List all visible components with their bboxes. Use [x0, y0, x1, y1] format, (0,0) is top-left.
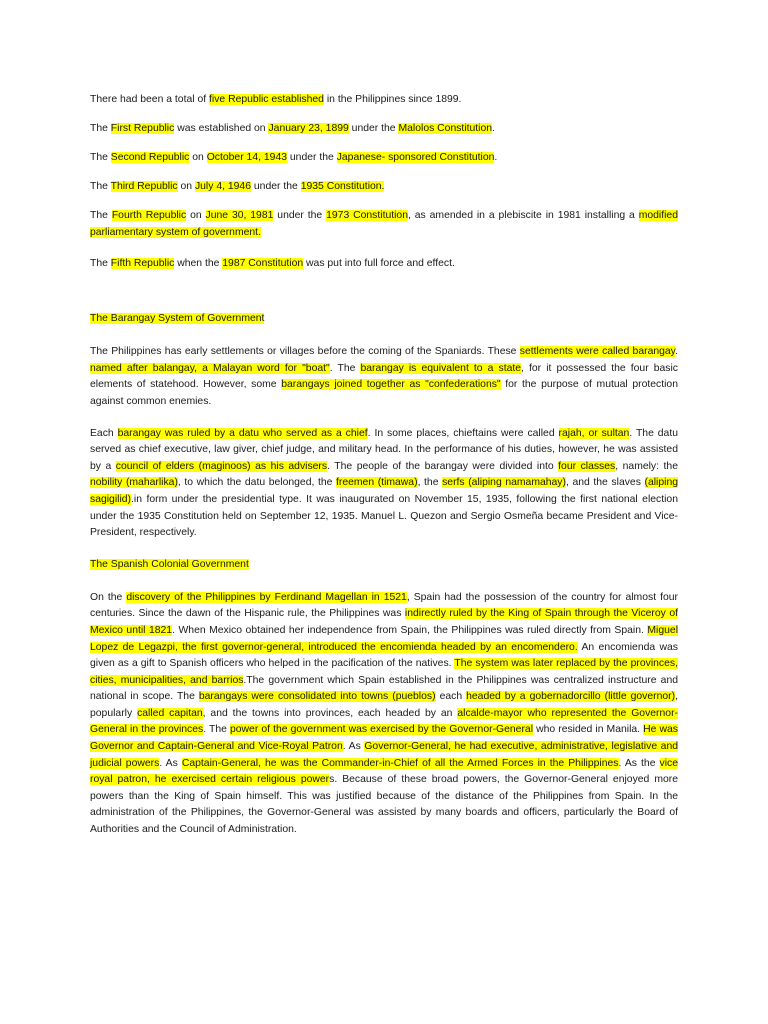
body-text: s. Because of these broad powers, the Governor-General enjoyed more powers than the King of Spain himself. This was justified because of the distance of the Philippines from Spain. In the administration of the Philippines, the Governor-General was assisted by many boards and officers, particularly the Board of Authorities and the Council of Administration. — [90, 774, 678, 836]
intro-line — [90, 208, 678, 241]
highlighted-text: five Republic established — [209, 94, 324, 105]
paragraph — [90, 426, 678, 542]
highlighted-text: power of the government was exercised by the Governor-General — [229, 724, 534, 736]
barangay-section-body — [90, 344, 678, 542]
highlighted-text: called capitan — [137, 707, 203, 719]
body-text: . The people of the barangay were divided into — [327, 460, 559, 472]
highlighted-text: alcalde-mayor who represented the Governor-General in the provinces — [90, 707, 678, 736]
body-text: There had been a total of — [90, 94, 210, 105]
highlighted-text: four classes — [558, 460, 616, 472]
body-text: for the purpose of mutual protection against common enemies. — [90, 379, 678, 407]
highlighted-text: 1987 Constitution — [222, 258, 304, 270]
highlighted-text: The system was later replaced by the provinces, cities, municipalities, and barrios — [90, 658, 678, 686]
body-text: . In some places, chieftains were called — [367, 427, 559, 439]
body-text: The — [90, 152, 111, 163]
body-text: on — [186, 210, 206, 221]
body-text: was put into full force and effect. — [303, 258, 455, 270]
intro-line — [90, 256, 678, 272]
highlighted-text: headed by a gobernadorcillo (little governor) — [466, 691, 676, 703]
body-text: . — [675, 346, 678, 358]
body-text: was established on — [174, 123, 269, 134]
body-text: on — [189, 152, 207, 163]
body-text: The — [90, 258, 111, 270]
intro-line — [90, 179, 678, 195]
body-text: The — [90, 181, 111, 192]
body-text: The — [90, 210, 112, 221]
highlighted-text: modified parliamentary system of government. — [90, 210, 678, 238]
highlighted-text: He was Governor and Captain-General and Vice-Royal Patron — [90, 724, 678, 753]
body-text: on — [177, 181, 195, 192]
body-text: . — [494, 152, 498, 163]
body-text: .The government which Spain established in the Philippines was centralized instructure and national in scope. The — [90, 674, 678, 703]
body-text: who resided in Manila. — [533, 724, 644, 736]
body-text: Each — [90, 427, 118, 439]
highlighted-text: Captain-General, he was the Commander-in-Chief of all the Armed Forces in the Philippines — [181, 757, 619, 769]
highlighted-text: indirectly ruled by the King of Spain through the Viceroy of Mexico until 1821 — [90, 608, 678, 636]
body-text: . — [492, 123, 495, 134]
highlighted-text: Second Republic — [110, 152, 190, 163]
highlighted-text: Third Republic — [110, 181, 178, 192]
body-text: . The — [329, 362, 361, 374]
body-text: , the — [417, 477, 443, 489]
body-text: The — [90, 123, 111, 134]
body-text: , for it possessed the four basic elements of statehood. However, some — [90, 362, 678, 391]
body-text: under the — [273, 210, 327, 221]
intro-line — [90, 150, 678, 166]
highlighted-text: October 14, 1943 — [206, 152, 287, 163]
paragraph — [90, 344, 678, 410]
body-text: The Philippines has early settlements or villages before the coming of the Spaniards. These — [90, 346, 520, 358]
body-text: in the Philippines since 1899. — [323, 94, 462, 105]
body-text: , popularly — [90, 691, 678, 719]
republics-intro — [90, 92, 678, 272]
highlighted-text: (aliping sagigilid) — [90, 477, 679, 505]
highlighted-text: barangays joined together as "confederations" — [281, 379, 501, 391]
body-text: , to which the datu belonged, the — [177, 477, 336, 489]
body-text: An encomienda was given as a gift to Spanish officers who helped in the pacification of the natives. — [90, 641, 678, 670]
highlighted-text: Miguel Lopez de Legazpi, the first governor-general, introduced the encomienda headed by an encomendero. — [90, 624, 678, 653]
body-text: . As the — [618, 757, 660, 769]
highlighted-text: serfs (aliping namamahay) — [442, 477, 566, 489]
highlighted-text: barangay was ruled by a datu who served as a chief — [117, 427, 368, 439]
highlighted-text: vice royal patron, he exercised certain religious power — [90, 757, 678, 786]
highlighted-text: June 30, 1981 — [205, 210, 274, 221]
body-text: .in form under the presidential type. It was inaugurated on November 15, 1935, following the first national election under the 1935 Constitution held on September 12, 1935. Manuel L. Quezon and Sergio Osmeña became President and Vice-President, respectively. — [90, 493, 678, 539]
body-text: . The datu served as chief executive, law giver, chief judge, and military head. In the performance of his duties, however, he was assisted by a — [90, 427, 678, 472]
highlighted-text: nobility (maharlika) — [90, 477, 178, 489]
highlighted-text: Fourth Republic — [111, 210, 187, 221]
highlighted-text: Governor-General, he had executive, administrative, legislative and judicial powers — [90, 741, 678, 769]
highlighted-text: discovery of the Philippines by Ferdinand Magellan in 1521 — [126, 591, 407, 603]
body-text: . When Mexico obtained her independence from Spain, the Philippines was ruled directly from Spain. — [172, 624, 648, 636]
highlighted-text: Japanese- sponsored Constitution — [336, 152, 495, 163]
heading-highlight: The Barangay System of Government — [90, 313, 265, 325]
body-text: , namely: the — [615, 460, 678, 472]
body-text: when the — [174, 258, 223, 270]
body-text: under the — [287, 152, 337, 163]
highlighted-text: freemen (timawa) — [336, 477, 418, 489]
body-text: , as amended in a plebiscite in 1981 installing a — [408, 210, 639, 221]
body-text: On the — [90, 591, 127, 603]
intro-line — [90, 92, 678, 108]
highlighted-text: council of elders (maginoos) as his advisers — [115, 460, 328, 472]
body-text: , and the towns into provinces, each headed by an — [202, 707, 458, 719]
highlighted-text: settlements were called barangay — [519, 346, 676, 358]
highlighted-text: January 23, 1899 — [268, 123, 349, 134]
section-heading-spanish — [90, 557, 678, 573]
highlighted-text: rajah, or sultan — [558, 427, 630, 439]
spanish-section-body — [90, 590, 678, 839]
body-text: , Spain had the possession of the country for almost four centuries. Since the dawn of the Hispanic rule, the Philippines was — [90, 591, 678, 620]
body-text: . As — [159, 757, 182, 769]
highlighted-text: First Republic — [110, 123, 175, 134]
body-text: each — [435, 691, 467, 703]
highlighted-text: Malolos Constitution — [398, 123, 493, 134]
section-heading-barangay — [90, 311, 678, 327]
intro-line — [90, 121, 678, 137]
body-text: . As — [342, 741, 365, 753]
highlighted-text: 1973 Constitution — [326, 210, 408, 221]
highlighted-text: barangays were consolidated into towns (pueblos) — [198, 691, 436, 703]
highlighted-text: Fifth Republic — [110, 258, 175, 270]
paragraph — [90, 590, 678, 839]
body-text: under the — [251, 181, 301, 192]
body-text: . The — [203, 724, 230, 736]
highlighted-text: barangay is equivalent to a state — [360, 362, 522, 374]
body-text: , and the slaves — [565, 477, 645, 489]
heading-highlight: The Spanish Colonial Government — [90, 558, 249, 570]
body-text: under the — [348, 123, 399, 134]
highlighted-text: 1935 Constitution. — [300, 181, 385, 192]
highlighted-text: named after balangay, a Malayan word for "boat" — [90, 362, 330, 374]
highlighted-text: July 4, 1946 — [194, 181, 251, 192]
